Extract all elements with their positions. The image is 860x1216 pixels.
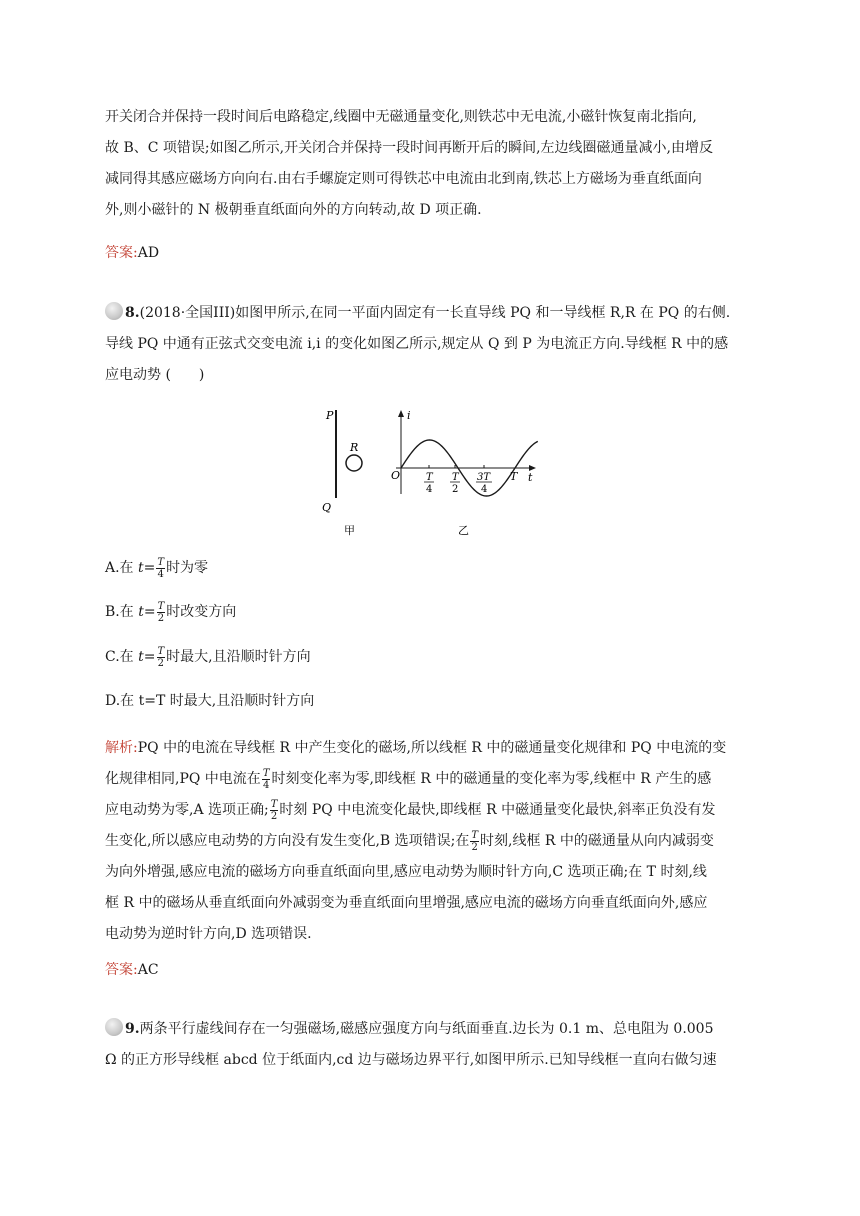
answer-value: AD — [137, 245, 160, 261]
option-b-var: t — [138, 604, 144, 620]
tick-label-3t4-num: 3T — [477, 472, 491, 483]
question-text: (2018·全国III)如图甲所示,在同一平面内固定有一长直导线 PQ 和一导线框 R,R 在 PQ 的右侧. — [139, 305, 731, 321]
answer-8 — [105, 955, 760, 986]
analysis-line-3 — [105, 795, 760, 826]
option-b-fraction — [157, 601, 166, 624]
prev-analysis-continuation — [105, 102, 760, 226]
caption-yi: 乙 — [458, 524, 469, 537]
fraction-denominator: 2 — [471, 841, 478, 853]
label-q: Q — [322, 501, 332, 514]
tick-label-T: T — [510, 470, 518, 483]
analysis-line-6: 框 R 中的磁场从垂直纸面向外减弱变为垂直纸面向里增强,感应电流的磁场方向垂直纸面向外,感应 — [105, 895, 708, 911]
text-line: 故 B、C 项错误;如图乙所示,开关闭合并保持一段时间再断开后的瞬间,左边线圈磁通量减小,由增反 — [105, 140, 713, 156]
analysis-8 — [105, 733, 760, 950]
tick-label-t2-den: 2 — [452, 484, 459, 495]
i-axis-arrow-icon — [398, 410, 404, 417]
loop-r — [346, 455, 362, 471]
fraction-numerator: T — [157, 645, 165, 657]
analysis-line-7: 电动势为逆时针方向,D 选项错误. — [105, 926, 312, 942]
fraction-numerator: T — [157, 600, 165, 612]
option-d[interactable] — [105, 689, 314, 713]
label-i: i — [407, 409, 411, 422]
question-8-line-3: 应电动势 ( ) — [105, 367, 205, 383]
inline-fraction — [270, 799, 279, 822]
option-b-eq: = — [143, 604, 156, 620]
text-line: 外,则小磁针的 N 极朝垂直纸面向外的方向转动,故 D 项正确. — [105, 202, 482, 218]
analysis-text: 应电动势为零,A 选项正确; — [105, 802, 269, 818]
tick-label-t4-den: 4 — [426, 484, 433, 495]
analysis-line-1 — [105, 733, 760, 764]
option-b[interactable] — [105, 600, 236, 624]
question-8-line-1 — [105, 298, 760, 329]
tick-label-t4-num: T — [426, 472, 433, 483]
option-a-prefix: A.在 — [105, 560, 139, 576]
question-bullet-icon — [105, 302, 123, 320]
analysis-text: 时刻变化率为零,即线框 R 中的磁通量的变化率为零,线框中 R 产生的感 — [271, 771, 712, 787]
question-9-line-1 — [105, 1014, 760, 1045]
analysis-text: 时刻 PQ 中电流变化最快,即线框 R 中磁通量变化最快,斜率正负没有发 — [279, 802, 716, 818]
answer-7 — [105, 238, 760, 269]
text-line: 开关闭合并保持一段时间后电路稳定,线圈中无磁通量变化,则铁芯中无电流,小磁针恢复南北指向, — [105, 109, 697, 125]
label-o: O — [391, 469, 401, 482]
option-c-suffix: 时最大,且沿顺时针方向 — [166, 649, 311, 665]
answer-label: 答案: — [105, 962, 138, 978]
option-a-suffix: 时为零 — [166, 560, 209, 576]
fraction-denominator: 4 — [262, 779, 270, 791]
question-9-line-2: Ω 的正方形导线框 abcd 位于纸面内,cd 边与磁场边界平行,如图甲所示.已知导线框一直向右做匀速 — [105, 1052, 717, 1068]
fraction-numerator: T — [270, 798, 278, 810]
fraction-numerator: T — [471, 829, 479, 841]
question-number: 9. — [125, 1021, 140, 1037]
analysis-text: 生变化,所以感应电动势的方向没有发生变化,B 选项错误;在 — [105, 833, 470, 849]
analysis-text: 化规律相同,PQ 中电流在 — [105, 771, 261, 787]
question-text: 两条平行虚线间存在一匀强磁场,磁感应强度方向与纸面垂直.边长为 0.1 m、总电阻为 0.005 — [139, 1021, 714, 1037]
fraction-denominator: 2 — [270, 810, 278, 822]
option-c-eq: = — [143, 649, 156, 665]
question-bullet-icon — [105, 1018, 123, 1036]
question-8 — [105, 298, 760, 391]
tick-label-t2-num: T — [452, 472, 459, 483]
option-d-text: D.在 t=T 时最大,且沿顺时针方向 — [105, 693, 315, 709]
analysis-line-5: 为向外增强,感应电流的磁场方向垂直纸面向里,感应电动势为顺时针方向,C 选项正确;在 T 时刻,线 — [105, 864, 707, 880]
option-a-var: t — [138, 560, 144, 576]
option-a-eq: = — [143, 560, 156, 576]
analysis-line-2 — [105, 764, 760, 795]
tick-label-3t4-den: 4 — [481, 484, 488, 495]
option-c[interactable] — [105, 645, 311, 669]
question-9 — [105, 1014, 760, 1076]
option-c-var: t — [138, 649, 144, 665]
option-c-fraction — [157, 646, 166, 669]
fraction-denominator: 2 — [157, 657, 165, 669]
option-b-suffix: 时改变方向 — [166, 604, 237, 620]
option-c-prefix: C.在 — [105, 649, 139, 665]
text-line: 减同得其感应磁场方向向右.由右手螺旋定则可得铁芯中电流由北到南,铁芯上方磁场为垂直纸面向 — [105, 171, 702, 187]
inline-fraction — [470, 830, 479, 853]
caption-jia: 甲 — [344, 524, 355, 537]
answer-value: AC — [137, 962, 159, 978]
fraction-numerator: T — [157, 556, 165, 568]
question-8-figure — [310, 400, 550, 540]
option-b-prefix: B.在 — [105, 604, 139, 620]
label-p: P — [326, 409, 334, 422]
option-a[interactable] — [105, 556, 208, 580]
analysis-line-4 — [105, 826, 760, 857]
analysis-text: 时刻,线框 R 中的磁通量从向内减弱变 — [480, 833, 714, 849]
fraction-denominator: 2 — [157, 612, 165, 624]
question-number: 8. — [125, 305, 140, 321]
analysis-label: 解析: — [105, 740, 138, 756]
inline-fraction — [262, 768, 271, 791]
answer-label: 答案: — [105, 245, 138, 261]
fraction-denominator: 4 — [157, 568, 164, 580]
label-t: t — [528, 471, 533, 484]
option-a-fraction — [156, 557, 165, 580]
analysis-text: PQ 中的电流在导线框 R 中产生变化的磁场,所以线框 R 中的磁通量变化规律和 PQ 中电流的变 — [137, 740, 727, 756]
label-r: R — [350, 441, 359, 454]
question-8-line-2: 导线 PQ 中通有正弦式交变电流 i,i 的变化如图乙所示,规定从 Q 到 P 为电流正方向.导线框 R 中的感 — [105, 336, 729, 352]
fraction-numerator: T — [262, 767, 270, 779]
